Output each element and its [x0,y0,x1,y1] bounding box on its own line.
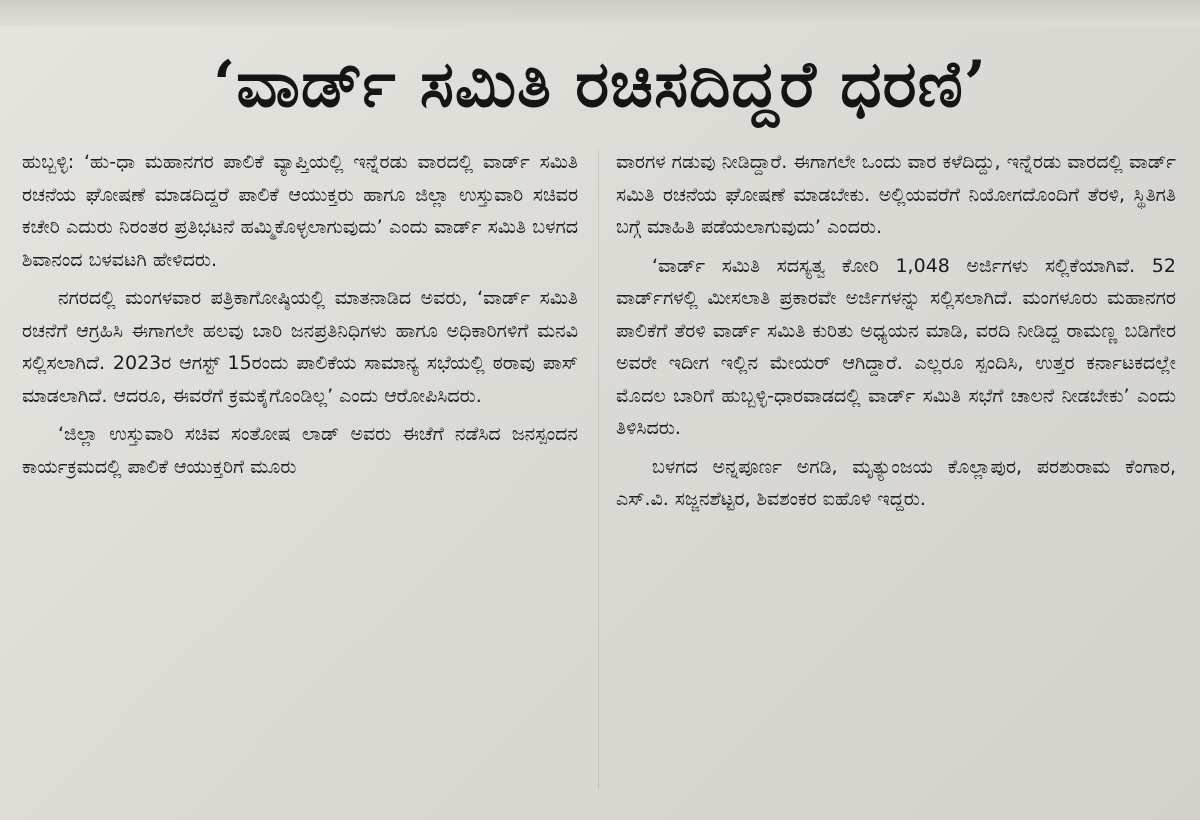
article-paragraph: ‘ವಾರ್ಡ್ ಸಮಿತಿ ಸದಸ್ಯತ್ವ ಕೋರಿ 1,048 ಅರ್ಜಿಗಳು ಸಲ್ಲಿಕೆಯಾಗಿವೆ. 52 ವಾರ್ಡ್‌ಗಳಲ್ಲಿ ಮೀಸಲಾತಿ ಪ್ರಕಾರವೇ ಅರ್ಜಿಗಳನ್ನು ಸಲ್ಲಿಸಲಾಗಿದೆ. ಮಂಗಳೂರು ಮಹಾನಗರ ಪಾಲಿಕೆಗೆ ತೆರಳಿ ವಾರ್ಡ್ ಸಮಿತಿ ಕುರಿತು ಅಧ್ಯಯನ ಮಾಡಿ, ವರದಿ ನೀಡಿದ್ದ ರಾಮಣ್ಣ ಬಡಿಗೇರ ಅವರೇ ಇದೀಗ ಇಲ್ಲಿನ ಮೇಯರ್ ಆಗಿದ್ದಾರೆ. ಎಲ್ಲರೂ ಸ್ಪಂದಿಸಿ, ಉತ್ತರ ಕರ್ನಾಟಕದಲ್ಲೇ ಮೊದಲ ಬಾರಿಗೆ ಹುಬ್ಬಳ್ಳಿ-ಧಾರವಾಡದಲ್ಲಿ ವಾರ್ಡ್ ಸಮಿತಿ ಸಭೆಗೆ ಚಾಲನೆ ನೀಡಬೇಕು’ ಎಂದು ತಿಳಿಸಿದರು. [616,254,1176,439]
article-paragraph: ಹುಬ್ಬಳ್ಳಿ: ‘ಹು-ಧಾ ಮಹಾನಗರ ಪಾಲಿಕೆ ವ್ಯಾಪ್ತಿಯಲ್ಲಿ ಇನ್ನೆರಡು ವಾರದಲ್ಲಿ ವಾರ್ಡ್ ಸಮಿತಿ ರಚನೆಯ ಘೋಷಣೆ ಮಾಡದಿದ್ದರೆ ಪಾಲಿಕೆ ಆಯುಕ್ತರು ಹಾಗೂ ಜಿಲ್ಲಾ ಉಸ್ತುವಾರಿ ಸಚಿವರ ಕಚೇರಿ ಎದುರು ನಿರಂತರ ಪ್ರತಿಭಟನೆ ಹಮ್ಮಿಕೊಳ್ಳಲಾಗುವುದು’ ಎಂದು ವಾರ್ಡ್ ಸಮಿತಿ ಬಳಗದ ಶಿವಾನಂದ ಬಳವಟಗಿ ಹೇಳಿದರು. [22,151,578,271]
article-headline: ‘ವಾರ್ಡ್ ಸಮಿತಿ ರಚಿಸದಿದ್ದರೆ ಧರಣಿ’ [212,47,988,122]
article-paragraph: ನಗರದಲ್ಲಿ ಮಂಗಳವಾರ ಪತ್ರಿಕಾಗೋಷ್ಠಿಯಲ್ಲಿ ಮಾತನಾಡಿದ ಅವರು, ‘ವಾರ್ಡ್ ಸಮಿತಿ ರಚನೆಗೆ ಆಗ್ರಹಿಸಿ ಈಗಾಗಲೇ ಹಲವು ಬಾರಿ ಜನಪ್ರತಿನಿಧಿಗಳು ಹಾಗೂ ಅಧಿಕಾರಿಗಳಿಗೆ ಮನವಿ ಸಲ್ಲಿಸಲಾಗಿದೆ. 2023ರ ಆಗಸ್ಟ್ 15ರಂದು ಪಾಲಿಕೆಯ ಸಾಮಾನ್ಯ ಸಭೆಯಲ್ಲಿ ಠರಾವು ಪಾಸ್ ಮಾಡಲಾಗಿದೆ. ಆದರೂ, ಈವರೆಗೆ ಕ್ರಮಕೈಗೊಂಡಿಲ್ಲ’ ಎಂದು ಆರೋಪಿಸಿದರು. [22,287,578,407]
article-paragraph: ವಾರಗಳ ಗಡುವು ನೀಡಿದ್ದಾರೆ. ಈಗಾಗಲೇ ಒಂದು ವಾರ ಕಳೆದಿದ್ದು, ಇನ್ನೆರಡು ವಾರದಲ್ಲಿ ವಾರ್ಡ್ ಸಮಿತಿ ರಚನೆಯ ಘೋಷಣೆ ಮಾಡಬೇಕು. ಅಲ್ಲಿಯವರೆಗೆ ನಿಯೋಗದೊಂದಿಗೆ ತೆರಳಿ, ಸ್ಥಿತಿಗತಿ ಬಗ್ಗೆ ಮಾಹಿತಿ ಪಡೆಯಲಾಗುವುದು’ ಎಂದರು. [616,151,1176,238]
article-column-left [22,146,578,489]
page-top-strip [0,0,1200,26]
article-paragraph: ‘ಜಿಲ್ಲಾ ಉಸ್ತುವಾರಿ ಸಚಿವ ಸಂತೋಷ ಲಾಡ್ ಅವರು ಈಚೆಗೆ ನಡೆಸಿದ ಜನಸ್ಪಂದನ ಕಾರ್ಯಕ್ರಮದಲ್ಲಿ ಪಾಲಿಕೆ ಆಯುಕ್ತರಿಗೆ ಮೂರು [22,423,578,478]
column-divider [598,150,599,790]
article-column-right [616,146,1176,522]
article-paragraph: ಬಳಗದ ಅನ್ನಪೂರ್ಣ ಅಗಡಿ, ಮೃತ್ಯುಂಜಯ ಕೊಲ್ಲಾಪುರ, ಪರಶುರಾಮ ಕೆಂಗಾರ, ಎಸ್.ವಿ. ಸಜ್ಜನಶೆಟ್ಟರ, ಶಿವಶಂಕರ ಐಹೊಳಿ ಇದ್ದರು. [616,455,1176,510]
